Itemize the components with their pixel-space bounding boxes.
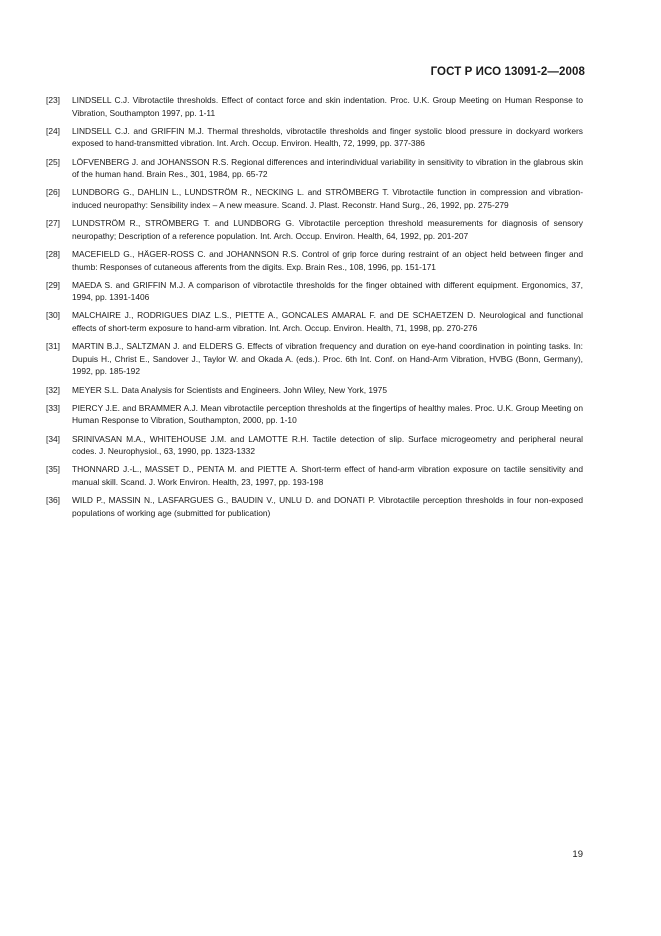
reference-text: SRINIVASAN M.A., WHITEHOUSE J.M. and LAMOTTE R.H. Tactile detection of slip. Surface microgeometry and peripheral neural codes. J. Neurophysiol., 63, 1990, pp. 1323-1332 xyxy=(72,433,583,457)
reference-number: [34] xyxy=(46,433,60,444)
reference-number: [23] xyxy=(46,95,60,105)
reference-text: LINDSELL C.J. Vibrotactile thresholds. Effect of contact force and skin indentation. Proc. U.K. Group Meeting on Human Response to Vibration, Southampton 1997, pp. 1-11 xyxy=(72,95,583,118)
reference-number: [30] xyxy=(46,310,60,321)
reference-number: [35] xyxy=(46,464,60,475)
reference-number: [33] xyxy=(46,402,60,413)
reference-number: [26] xyxy=(46,187,60,198)
reference-item xyxy=(46,186,583,211)
reference-item xyxy=(46,494,583,519)
reference-number: [32] xyxy=(46,384,60,395)
reference-text: MALCHAIRE J., RODRIGUES DIAZ L.S., PIETTE A., GONCALES AMARAL F. and DE SCHAETZEN D. Neurological and functional effects of short-term exposure to hand-arm vibration. Int. Arch. Occup. Environ. Health, 71, 1998, pp. 270-276 xyxy=(72,310,583,334)
reference-number: [29] xyxy=(46,279,60,290)
reference-item xyxy=(46,433,583,458)
reference-item xyxy=(46,402,583,427)
reference-item xyxy=(46,340,583,378)
reference-number: [31] xyxy=(46,341,60,352)
reference-item xyxy=(46,156,583,181)
reference-number: [27] xyxy=(46,218,60,229)
reference-item xyxy=(46,248,583,273)
reference-item xyxy=(46,463,583,488)
reference-item xyxy=(46,217,583,242)
reference-number: [36] xyxy=(46,495,60,506)
reference-list xyxy=(46,94,583,525)
reference-number: [24] xyxy=(46,125,60,136)
reference-item xyxy=(46,279,583,304)
reference-item xyxy=(46,309,583,334)
reference-item xyxy=(46,94,583,119)
reference-text: WILD P., MASSIN N., LASFARGUES G., BAUDIN V., UNLU D. and DONATI P. Vibrotactile perception thresholds in four non-exposed populations of working age (submitted for publication) xyxy=(72,495,583,518)
reference-text: LUNDSTRÖM R., STRÖMBERG T. and LUNDBORG G. Vibrotactile perception threshold measurements for diagnosis of sensory neuropathy; Description of a reference population. Int. Arch. Occup. Environ. Health, 64, 1992, pp. 201-207 xyxy=(72,218,583,241)
reference-number: [28] xyxy=(46,248,60,259)
reference-text: THONNARD J.-L., MASSET D., PENTA M. and PIETTE A. Short-term effect of hand-arm vibration exposure on tactile sensitivity and manual skill. Scand. J. Work Environ. Health, 23, 1997, pp. 193-198 xyxy=(72,464,583,487)
reference-text: LUNDBORG G., DAHLIN L., LUNDSTRÖM R., NECKING L. and STRÖMBERG T. Vibrotactile function in compression and vibration-induced neuropathy: Sensibility index – A new measure. Scand. J. Plast. Reconstr. Hand Surg., 26, 1992, pp. 275-279 xyxy=(72,187,583,210)
reference-text: PIERCY J.E. and BRAMMER A.J. Mean vibrotactile perception thresholds at the fingertips of healthy males. Proc. U.K. Group Meeting on Human Response to Vibration, Southampton, 2000, pp. 1-10 xyxy=(72,402,583,426)
reference-text: MEYER S.L. Data Analysis for Scientists and Engineers. John Wiley, New York, 1975 xyxy=(72,384,387,395)
reference-number: [25] xyxy=(46,156,60,167)
page-header: ГОСТ Р ИСО 13091-2—2008 xyxy=(430,66,585,78)
page-number: 19 xyxy=(572,849,583,860)
reference-item xyxy=(46,384,583,397)
reference-text: MARTIN B.J., SALTZMAN J. and ELDERS G. Effects of vibration frequency and duration on eye-hand coordination in pointing tasks. In: Dupuis H., Christ E., Sandover J., Taylor W. and Okada A. (eds.). Proc. 6th Int. Conf. on Hand-Arm Vibration, HVBG (Bonn, Germany), 1992, pp. 185-192 xyxy=(72,341,583,377)
reference-text: LÖFVENBERG J. and JOHANSSON R.S. Regional differences and interindividual variability in sensitivity to vibration in the glabrous skin of the human hand. Brain Res., 301, 1984, pp. 65-72 xyxy=(72,156,583,180)
reference-text: MACEFIELD G., HÄGER-ROSS C. and JOHANNSON R.S. Control of grip force during restraint of an object held between finger and thumb: Responses of cutaneous afferents from the digits. Exp. Brain Res., 108, 1996, pp. 151-171 xyxy=(72,248,583,272)
reference-text: MAEDA S. and GRIFFIN M.J. A comparison of vibrotactile thresholds for the finger obtained with different equipment. Ergonomics, 37, 1994, pp. 1391-1406 xyxy=(72,279,583,303)
reference-text: LINDSELL C.J. and GRIFFIN M.J. Thermal thresholds, vibrotactile thresholds and finger systolic blood pressure in dockyard workers exposed to hand-transmitted vibration. Int. Arch. Occup. Environ. Health, 72, 1999, pp. 377-386 xyxy=(72,125,583,149)
reference-item xyxy=(46,125,583,150)
